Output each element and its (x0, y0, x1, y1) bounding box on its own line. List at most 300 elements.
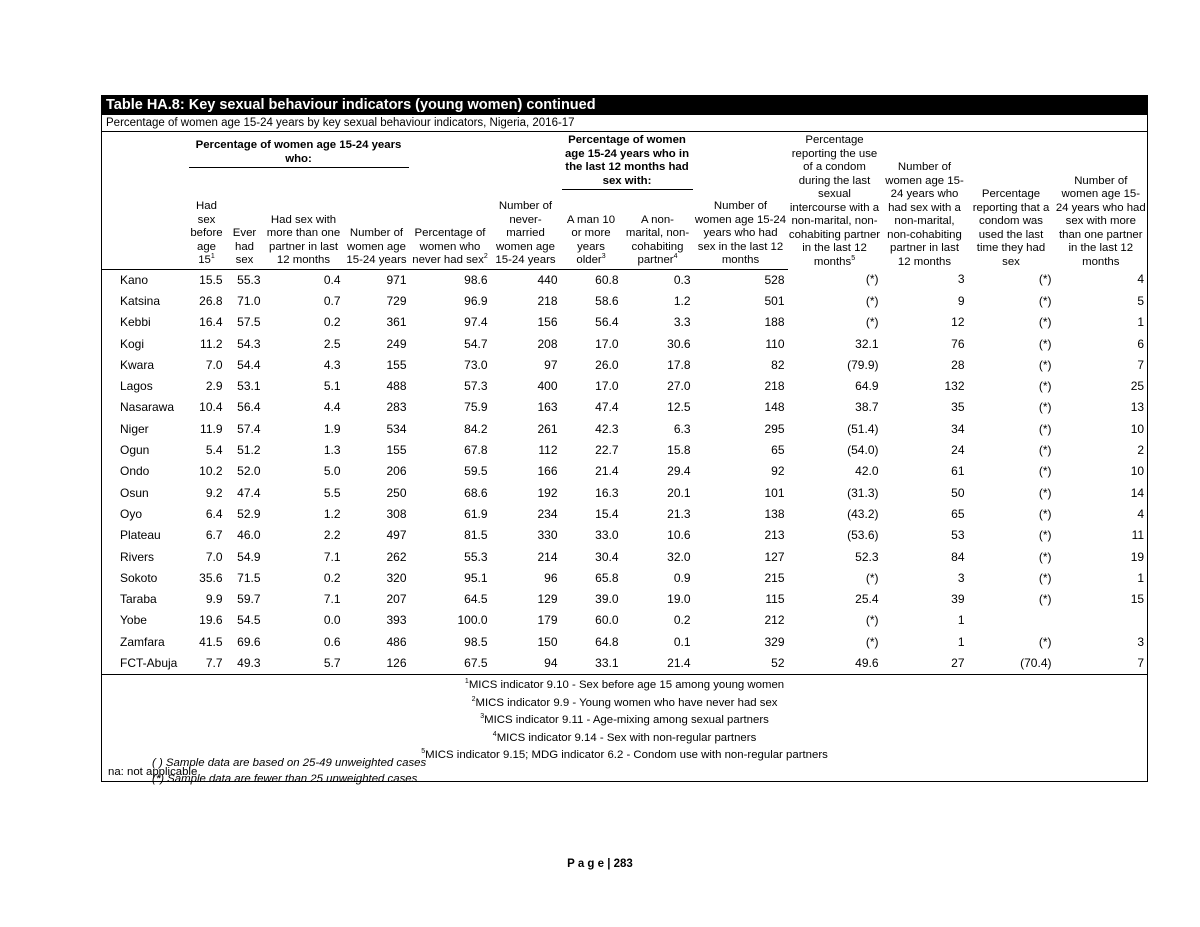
table-cell: 501 (764, 293, 785, 308)
table-cell: 6 (1137, 336, 1145, 351)
table-cell: 0.4 (323, 272, 341, 287)
row-label: FCT-Abuja (102, 653, 188, 675)
footnote-text: MICS indicator 9.10 - Sex before age 15 among young women (468, 679, 785, 692)
table-row (102, 610, 1148, 631)
row-label: Yobe (120, 613, 147, 628)
table-row (102, 461, 1148, 482)
table-cell: 5.4 (205, 443, 223, 458)
table-cell: 127 (764, 549, 785, 564)
table-cell: 54.7 (464, 336, 488, 351)
table-cell: 10.2 (199, 464, 223, 479)
col-header-10: Number of women age 15-24 years who had sex with a non-marital, non-cohabiting partner in last 12 months (885, 161, 964, 268)
table-subtitle: Percentage of women age 15-24 years by key sexual behaviour indicators, Nigeria, 2016-17 (102, 115, 1148, 132)
row-label: Kwara (120, 357, 155, 372)
table-cell: 46.0 (237, 528, 261, 543)
table-cell: 7.7 (188, 653, 226, 675)
table-cell: 82 (771, 357, 785, 372)
table-cell: 60.8 (595, 272, 619, 287)
table-cell (968, 610, 1055, 631)
table-cell: (*) (1038, 506, 1052, 521)
col-header-2: Had sex with more than one partner in last 12 months (264, 194, 344, 269)
table-cell: 65 (951, 506, 965, 521)
footnote-marker: 2 (471, 695, 476, 703)
table-cell: 61.9 (464, 506, 488, 521)
row-label: Osun (120, 485, 149, 500)
table-cell: 6.7 (205, 528, 223, 543)
table-cell: 250 (386, 485, 407, 500)
table-cell: (79.9) (847, 357, 879, 372)
table-cell: 440 (537, 272, 558, 287)
table-cell: 71.0 (237, 293, 261, 308)
table-cell: 4 (1137, 272, 1145, 287)
table-cell: 262 (386, 549, 407, 564)
table-cell: 3 (957, 272, 965, 287)
page-footer (0, 858, 1200, 870)
table-cell: 55.3 (464, 549, 488, 564)
table-cell: 361 (386, 315, 407, 330)
table-cell: (*) (1038, 464, 1052, 479)
table-row (102, 482, 1148, 503)
table-cell: 39 (951, 592, 965, 607)
footnote-marker: 5 (421, 748, 426, 756)
group-header-women-who: Percentage of women age 15-24 years who: (188, 132, 410, 194)
table-cell: 2.9 (205, 379, 223, 394)
table-cell: (53.6) (847, 528, 879, 543)
table-cell: (*) (865, 272, 879, 287)
table-cell: 73.0 (464, 357, 488, 372)
table-cell: 971 (386, 272, 407, 287)
table-cell: 218 (764, 379, 785, 394)
table-cell: 92 (771, 464, 785, 479)
table-cell: 126 (344, 653, 410, 675)
table-cell: 330 (537, 528, 558, 543)
table-cell: 192 (537, 485, 558, 500)
table-cell: 59.5 (464, 464, 488, 479)
table-cell: 33.0 (595, 528, 619, 543)
table-cell: 67.8 (464, 443, 488, 458)
table-cell: (*) (865, 613, 879, 628)
table-cell: 12 (951, 315, 965, 330)
table-cell: 488 (386, 379, 407, 394)
table-cell: 1 (957, 634, 965, 649)
col-header-9: Percentage reporting the use of a condom during the last sexual intercourse with a non-marital, non-cohabiting partner in the last 12 months$^5$ (788, 134, 881, 268)
table-cell: 67.5 (410, 653, 491, 675)
table-cell: 138 (764, 506, 785, 521)
table-cell: 234 (537, 506, 558, 521)
table-cell: 156 (537, 315, 558, 330)
table-cell: 208 (537, 336, 558, 351)
table-cell: 0.6 (323, 634, 341, 649)
table-cell: 68.6 (464, 485, 488, 500)
footnote-text: MICS indicator 9.11 - Age-mixing among sexual partners (484, 714, 769, 727)
table-cell: 59.7 (237, 592, 261, 607)
table-cell: 329 (764, 634, 785, 649)
col-header-6: A man 10 or more years older$^3$ (561, 194, 622, 269)
table-cell: 69.6 (237, 634, 261, 649)
table-cell: 179 (537, 613, 558, 628)
table-cell: 101 (764, 485, 785, 500)
table-cell: 486 (386, 634, 407, 649)
table-cell: 1.9 (323, 421, 341, 436)
table-cell: 32.1 (855, 336, 879, 351)
table-cell: 7.0 (205, 549, 223, 564)
table-cell: 3.3 (673, 315, 691, 330)
table-cell (1055, 610, 1148, 631)
table-row (102, 355, 1148, 376)
table-cell: (*) (1038, 549, 1052, 564)
table-cell: 0.9 (673, 570, 691, 585)
row-label: Sokoto (120, 570, 158, 585)
table-cell: 1.3 (323, 443, 341, 458)
table-cell: 534 (386, 421, 407, 436)
table-cell: 98.6 (464, 272, 488, 287)
col-header-5: Number of never-married women age 15-24 years (491, 194, 561, 269)
table-cell: 5.0 (323, 464, 341, 479)
table-cell: 84 (951, 549, 965, 564)
table-cell: 150 (537, 634, 558, 649)
table-cell: (*) (865, 634, 879, 649)
table-cell: 261 (537, 421, 558, 436)
table-cell: 400 (537, 379, 558, 394)
table-cell: 0.2 (673, 613, 691, 628)
table-cell: 81.5 (464, 528, 488, 543)
table-cell: 166 (537, 464, 558, 479)
row-label: Nasarawa (120, 400, 175, 415)
footnote-marker: 4 (492, 730, 497, 738)
table-cell: 60.0 (595, 613, 619, 628)
table-cell: 10.6 (667, 528, 691, 543)
table-cell: 22.7 (595, 443, 619, 458)
table-cell: 54.4 (237, 357, 261, 372)
table-cell: (*) (1038, 421, 1052, 436)
table-cell: 21.4 (595, 464, 619, 479)
table-cell: 0.2 (323, 570, 341, 585)
table-cell: 1 (1137, 570, 1145, 585)
table-cell: 132 (944, 379, 965, 394)
table-cell: 9.9 (205, 592, 223, 607)
table-cell: 17.8 (667, 357, 691, 372)
table-cell: (*) (1038, 528, 1052, 543)
table-cell: (*) (1038, 336, 1052, 351)
table-cell: 729 (386, 293, 407, 308)
table-cell: 10 (1130, 464, 1145, 479)
table-cell: 47.4 (237, 485, 261, 500)
table-cell: 97.4 (464, 315, 488, 330)
table-cell: (*) (865, 315, 879, 330)
table-cell: 7.1 (323, 592, 341, 607)
footnote (102, 730, 1148, 748)
table-cell: 52.3 (855, 549, 879, 564)
table-cell: 64.5 (464, 592, 488, 607)
table-cell: (*) (1038, 443, 1052, 458)
table-cell: 1.2 (323, 506, 341, 521)
table-cell: 218 (537, 293, 558, 308)
table-cell: 39.0 (595, 592, 619, 607)
col-header-7: A non-marital, non-cohabiting partner$^4$ (622, 194, 694, 269)
table-cell: 5.7 (264, 653, 344, 675)
row-label: Niger (120, 421, 149, 436)
table-cell: 54.5 (237, 613, 261, 628)
footnote-text: MICS indicator 9.15; MDG indicator 6.2 - Condom use with non-regular partners (425, 749, 828, 762)
table-cell: 155 (386, 443, 407, 458)
col-header-8: Number of women age 15-24 years who had sex in the last 12 months (694, 194, 788, 269)
table-cell: 20.1 (667, 485, 691, 500)
table-cell: 52.0 (237, 464, 261, 479)
table-cell: 30.4 (595, 549, 619, 564)
table-title: Table HA.8: Key sexual behaviour indicators (young women) continued (102, 96, 1148, 116)
table-row (102, 419, 1148, 440)
table-cell: 56.4 (237, 400, 261, 415)
table-row (102, 568, 1148, 589)
table-cell: 35.6 (199, 570, 223, 585)
table-cell: 112 (538, 443, 558, 458)
table-cell: 0.1 (673, 634, 691, 649)
table-cell: 497 (386, 528, 407, 543)
table-cell: 13 (1130, 400, 1145, 415)
table-cell: 11.9 (200, 421, 223, 436)
table-cell: 17.0 (595, 379, 619, 394)
table-cell: 49.6 (788, 653, 882, 675)
table-cell: 14 (1130, 485, 1145, 500)
table-cell: 42.0 (855, 464, 879, 479)
table-cell: 7 (1055, 653, 1148, 675)
table-cell: 0.2 (323, 315, 341, 330)
table-row (102, 632, 1148, 653)
table-footnotes (102, 675, 1148, 765)
table-cell: 84.2 (464, 421, 488, 436)
table-cell: 51.2 (237, 443, 261, 458)
page-number: 283 (613, 858, 633, 870)
table-cell: 1 (957, 613, 965, 628)
table-cell: 19.6 (199, 613, 223, 628)
footnote (102, 675, 1148, 695)
legend-star: (*) Sample data are fewer than 25 unweighted cases (152, 773, 418, 785)
table-cell: 5.1 (323, 379, 341, 394)
table-cell: 15 (1130, 592, 1145, 607)
row-label: Kano (120, 272, 149, 287)
table-cell: 4.4 (323, 400, 341, 415)
table-cell: 207 (386, 592, 407, 607)
table-cell: (*) (1038, 400, 1052, 415)
table-cell: 148 (764, 400, 785, 415)
row-label: Ogun (120, 443, 150, 458)
table-cell: 28 (951, 357, 965, 372)
table-cell: 65 (771, 443, 785, 458)
table-cell: 6.3 (673, 421, 691, 436)
group-header-partners: Percentage of women age 15-24 years who in the last 12 months had sex with: (561, 132, 694, 194)
table-cell: 110 (765, 336, 785, 351)
table-cell: 4.3 (323, 357, 341, 372)
table-cell: 6.4 (205, 506, 223, 521)
table-cell: 96 (544, 570, 558, 585)
table-cell: 94 (491, 653, 561, 675)
table-cell: (*) (1038, 315, 1052, 330)
table-cell: 30.6 (667, 336, 691, 351)
col-header-0: Had sex before age $15^1$ (188, 194, 226, 269)
table-cell: 21.3 (667, 506, 691, 521)
col-header-1: Ever had sex (226, 194, 264, 269)
table-row (102, 312, 1148, 333)
table-row (102, 546, 1148, 567)
table-cell: 26.8 (199, 293, 223, 308)
table-body (102, 269, 1148, 675)
row-label: Ondo (120, 464, 150, 479)
sexual-behaviour-table (101, 95, 1148, 782)
table-cell: 295 (764, 421, 785, 436)
row-label: Zamfara (120, 634, 165, 649)
table-cell: 2.5 (323, 336, 341, 351)
col-header-3: Number of women age 15-24 years (344, 194, 410, 269)
table-cell: 215 (764, 570, 785, 585)
table-cell: 115 (765, 592, 785, 607)
table-cell: 15.5 (199, 272, 223, 287)
table-cell: 2 (1137, 443, 1145, 458)
table-cell: 10.4 (199, 400, 223, 415)
table-cell: 11.2 (200, 336, 223, 351)
table-cell: (31.3) (847, 485, 879, 500)
table-row (102, 653, 1148, 675)
table-cell: 55.3 (237, 272, 261, 287)
table-cell: 64.9 (855, 379, 879, 394)
table-cell: 15.8 (667, 443, 691, 458)
table-cell: 71.5 (237, 570, 261, 585)
table-cell: 320 (386, 570, 407, 585)
table-cell: 65.8 (595, 570, 619, 585)
table-cell: 5.5 (323, 485, 341, 500)
table-row (102, 440, 1148, 461)
col-header-11: Percentage reporting that a condom was used the last time they had sex (972, 188, 1050, 268)
table-cell: 7.1 (323, 549, 341, 564)
table-row (102, 376, 1148, 397)
na-note: na: not applicable (108, 765, 198, 778)
table-cell: 64.8 (595, 634, 619, 649)
table-cell: 15.4 (595, 506, 619, 521)
table-cell: 57.3 (464, 379, 488, 394)
row-label: Lagos (120, 379, 153, 394)
table-cell: 10 (1130, 421, 1145, 436)
row-label: Oyo (120, 506, 143, 521)
table-cell: 29.4 (667, 464, 691, 479)
table-cell: 213 (764, 528, 785, 543)
table-cell: 95.1 (464, 570, 488, 585)
table-cell: 49.3 (226, 653, 264, 675)
table-cell: 26.0 (595, 357, 619, 372)
table-cell: 76 (951, 336, 965, 351)
table-cell: 52.9 (237, 506, 261, 521)
table-cell: 1.2 (673, 293, 691, 308)
table-cell: (*) (1038, 272, 1052, 287)
table-cell: 42.3 (595, 421, 619, 436)
page-label: P a g e | (567, 858, 611, 870)
table-cell: 97 (544, 357, 558, 372)
table-cell: 58.6 (595, 293, 619, 308)
table-cell: 283 (386, 400, 407, 415)
table-cell: 54.3 (237, 336, 261, 351)
row-label: Rivers (120, 549, 155, 564)
table-cell: 16.3 (595, 485, 619, 500)
table-cell: 214 (537, 549, 558, 564)
table-cell: 21.4 (622, 653, 694, 675)
table-cell: 0.3 (673, 272, 691, 287)
table-row (102, 397, 1148, 418)
table-cell: 0.7 (323, 293, 341, 308)
table-cell: (43.2) (847, 506, 879, 521)
table-cell: 2.2 (323, 528, 341, 543)
table-cell: 50 (951, 485, 965, 500)
table-row (102, 589, 1148, 610)
legend-parens: ( ) Sample data are based on 25-49 unweighted cases (152, 757, 427, 769)
table-cell: 7.0 (205, 357, 223, 372)
table-cell: 9.2 (205, 485, 223, 500)
table-cell: 53.1 (237, 379, 261, 394)
table-cell: 249 (386, 336, 407, 351)
table-cell: 11 (1131, 528, 1145, 543)
footnote (102, 695, 1148, 713)
table-cell: 4 (1137, 506, 1145, 521)
table-cell: (*) (865, 570, 879, 585)
table-cell: 61 (951, 464, 965, 479)
table-cell: 155 (386, 357, 407, 372)
col-header-4: Percentage of women who never had sex$^2$ (410, 194, 491, 269)
table-cell: 57.5 (237, 315, 261, 330)
row-label: Taraba (120, 592, 157, 607)
table-cell: 528 (764, 272, 785, 287)
table-cell: 47.4 (595, 400, 619, 415)
table-cell: 12.5 (667, 400, 691, 415)
table-cell: 98.5 (464, 634, 488, 649)
table-row (102, 525, 1148, 546)
row-label: Plateau (120, 528, 161, 543)
table-cell: (*) (1038, 357, 1052, 372)
table-cell: 5 (1137, 293, 1145, 308)
table-cell: 212 (764, 613, 785, 628)
table-cell: (*) (1038, 592, 1052, 607)
table-row (102, 269, 1148, 291)
table-cell: 53 (951, 528, 965, 543)
table-cell: (*) (1038, 634, 1052, 649)
table-row (102, 504, 1148, 525)
table-cell: (54.0) (847, 443, 879, 458)
table-cell: 1 (1137, 315, 1145, 330)
table-cell: 34 (951, 421, 965, 436)
table-cell: 35 (951, 400, 965, 415)
table-cell: 41.5 (199, 634, 223, 649)
row-label: Kebbi (120, 315, 151, 330)
table-cell: 38.7 (855, 400, 879, 415)
table-cell: 33.1 (561, 653, 622, 675)
table-cell: 56.4 (595, 315, 619, 330)
table-cell: (*) (1038, 570, 1052, 585)
row-label: Katsina (120, 293, 161, 308)
table-cell: (51.4) (847, 421, 879, 436)
table-cell: 3 (1137, 634, 1145, 649)
table-cell: 308 (386, 506, 407, 521)
table-cell: 27.0 (667, 379, 691, 394)
table-cell: 3 (957, 570, 965, 585)
footnote-text: MICS indicator 9.9 - Young women who have never had sex (475, 696, 778, 709)
table-cell: 188 (764, 315, 785, 330)
table-cell: 163 (537, 400, 558, 415)
footnote-text: MICS indicator 9.14 - Sex with non-regular partners (496, 731, 757, 744)
table-cell: (*) (1038, 485, 1052, 500)
table-cell: 25 (1130, 379, 1145, 394)
table-cell: (*) (865, 293, 879, 308)
table-cell: 16.4 (199, 315, 223, 330)
table-cell: 7 (1137, 357, 1145, 372)
table-cell: (70.4) (968, 653, 1055, 675)
table-container (101, 95, 1147, 782)
table-cell: 129 (537, 592, 558, 607)
